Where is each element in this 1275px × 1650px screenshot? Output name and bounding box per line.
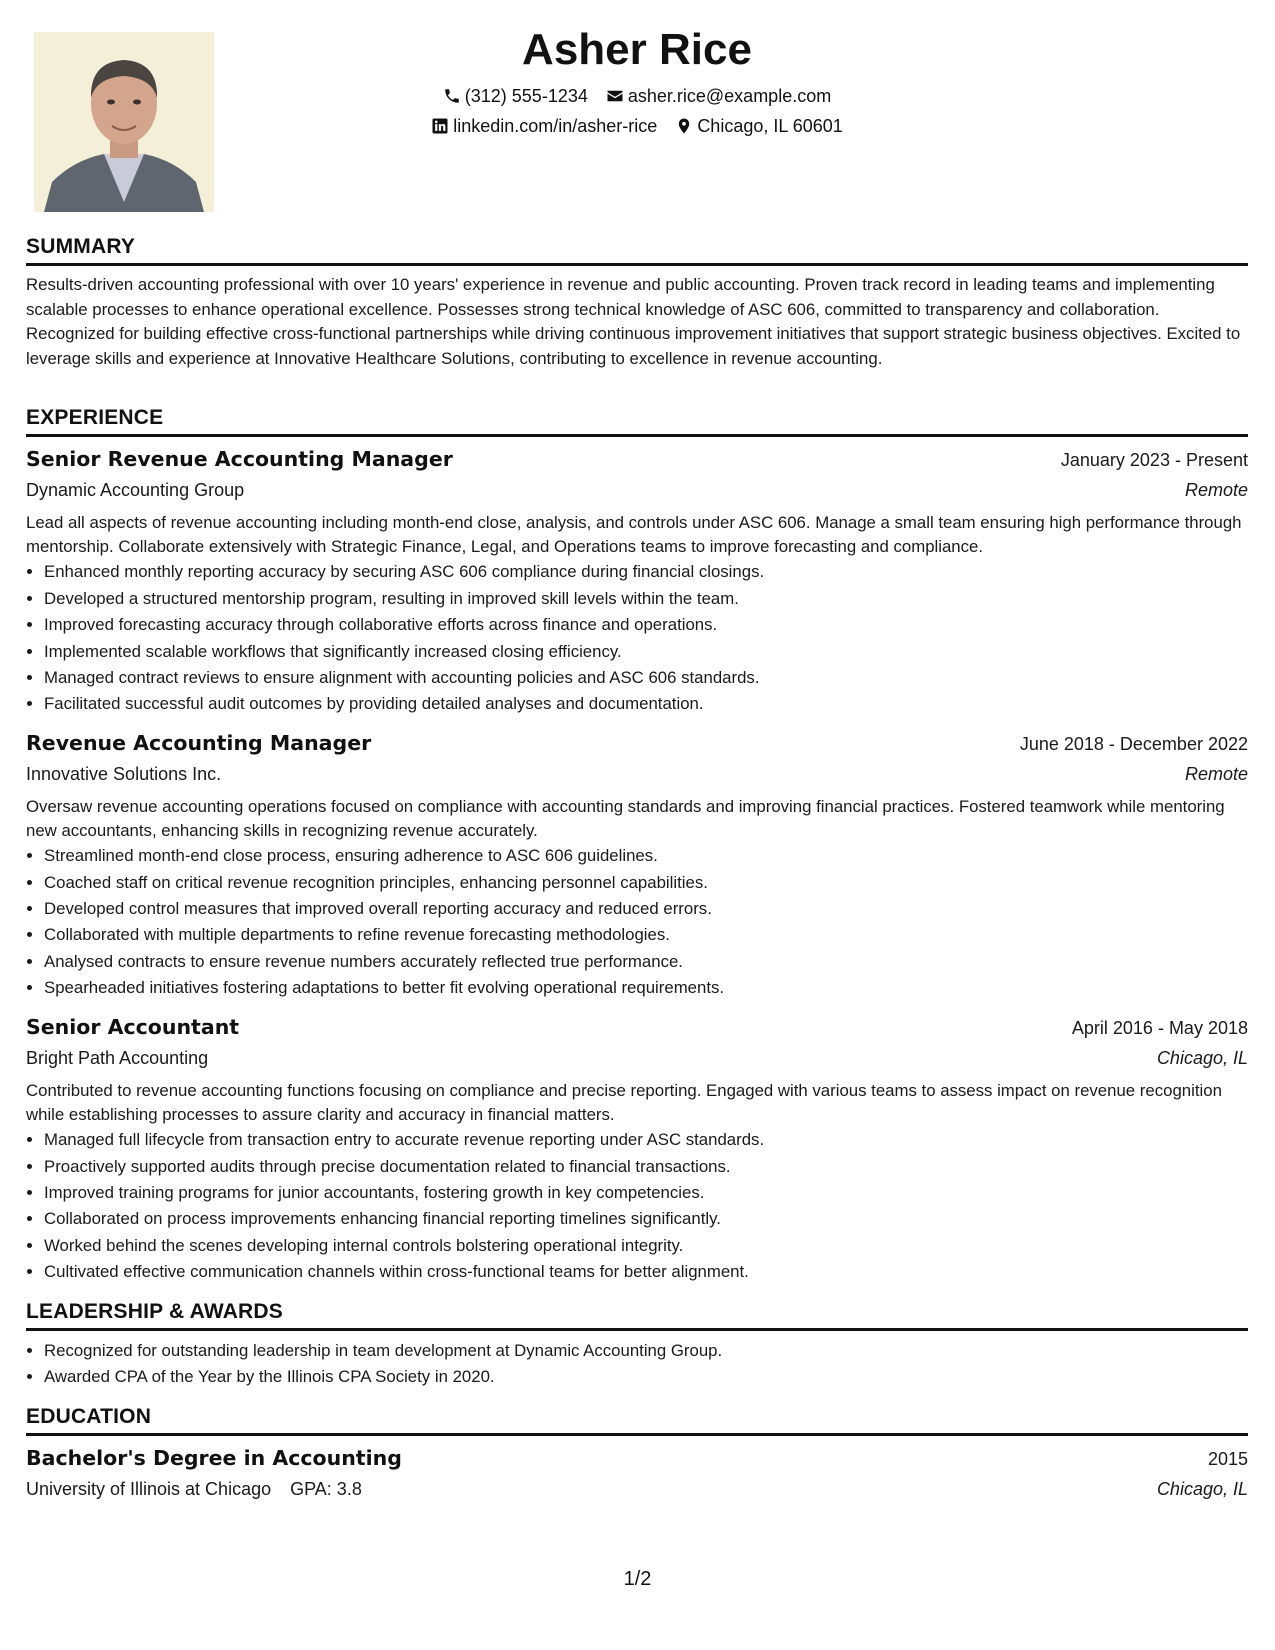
job-entry	[26, 444, 1248, 718]
list-item: • Worked behind the scenes developing internal controls bolstering operational integrity.	[44, 1233, 1248, 1259]
job-company: Bright Path Accounting	[26, 1047, 209, 1068]
list-item: • Facilitated successful audit outcomes by providing detailed analyses and documentation.	[44, 691, 1248, 717]
job-bullets	[26, 843, 1248, 1001]
location-text: Chicago, IL 60601	[697, 116, 843, 136]
envelope-icon	[606, 87, 624, 105]
job-company: Innovative Solutions Inc.	[26, 763, 222, 784]
list-item: • Collaborated on process improvements enhancing financial reporting timelines significantly.	[44, 1206, 1248, 1232]
job-bullets	[26, 1127, 1248, 1285]
list-item: • Spearheaded initiatives fostering adaptations to better fit evolving operational requirements.	[44, 975, 1248, 1001]
list-item: • Improved forecasting accuracy through collaborative efforts across finance and operations.	[44, 612, 1248, 638]
email-contact[interactable]	[606, 84, 831, 108]
job-subheader	[26, 475, 1248, 505]
list-item: • Collaborated with multiple departments to refine revenue forecasting methodologies.	[44, 922, 1248, 948]
job-description: Lead all aspects of revenue accounting including month-end close, analysis, and controls under ASC 606. Manage a small team ensuring high performance through mentorship. Collaborate extensively with Strategic Finance, Legal, and Operations teams to improve forecasting and compliance.	[26, 513, 1242, 557]
job-location: Chicago, IL	[1156, 1047, 1248, 1068]
job-description: Oversaw revenue accounting operations focused on compliance with accounting standards and improving financial practices. Fostered teamwork while mentoring new accountants, enhancing skills in recognizing revenue accurately.	[26, 796, 1225, 841]
experience-heading: EXPERIENCE	[26, 405, 1248, 437]
location-contact	[675, 114, 842, 138]
summary-text: Results-driven accounting professional with over 10 years' experience in revenue and public accounting. Proven track record in leading teams and implementing scalable processes to enhance operational excellence. Possesses strong technical knowledge of ASC 606, committed to transparency and collaboration. Recognized for building effective cross-functional partnerships while driving continuous improvement initiatives that support strategic business objectives. Excited to leverage skills and experience at Innovative Healthcare Solutions, contributing to excellence in revenue accounting.	[26, 275, 1241, 368]
summary-heading: SUMMARY	[26, 234, 1248, 266]
list-item: • Cultivated effective communication channels within cross-functional teams for better alignment.	[44, 1259, 1248, 1285]
job-header	[26, 728, 1248, 759]
gpa: GPA: 3.8	[290, 1479, 362, 1499]
resume-page	[26, 0, 1248, 1650]
linkedin-contact[interactable]	[431, 114, 657, 138]
school-line	[26, 1474, 362, 1504]
map-pin-icon	[675, 117, 693, 135]
leadership-bullets	[26, 1338, 1248, 1391]
list-item: • Proactively supported audits through precise documentation related to financial transactions.	[44, 1154, 1248, 1180]
phone-text: (312) 555-1234	[464, 86, 588, 106]
email-text[interactable]: asher.rice@example.com	[627, 86, 832, 106]
list-item: • Implemented scalable workflows that significantly increased closing efficiency.	[44, 639, 1248, 665]
job-bullets	[26, 559, 1248, 717]
job-header	[26, 1012, 1248, 1043]
list-item: • Recognized for outstanding leadership in team development at Dynamic Accounting Group.	[44, 1338, 1248, 1364]
job-location: Remote	[1184, 480, 1248, 500]
list-item: • Awarded CPA of the Year by the Illinois CPA Society in 2020.	[44, 1364, 1248, 1390]
education-heading: EDUCATION	[26, 1404, 1248, 1436]
linkedin-icon	[431, 117, 449, 135]
job-subheader	[26, 1043, 1248, 1073]
leadership-heading: LEADERSHIP & AWARDS	[26, 1299, 1248, 1331]
job-dates: April 2016 - May 2018	[1071, 1017, 1248, 1038]
school-name: University of Illinois at Chicago	[26, 1479, 272, 1499]
contact-line-2	[26, 114, 1248, 138]
job-dates: January 2023 - Present	[1060, 450, 1248, 470]
phone-icon	[443, 87, 461, 105]
job-title: Senior Revenue Accounting Manager	[26, 447, 453, 471]
experience-section	[26, 405, 1248, 1296]
contact-line-1	[26, 84, 1248, 108]
job-location: Remote	[1184, 763, 1248, 784]
school-location: Chicago, IL	[1156, 1479, 1248, 1499]
job-title: Senior Accountant	[26, 1014, 240, 1039]
list-item: • Analysed contracts to ensure revenue numbers accurately reflected true performance.	[44, 949, 1248, 975]
education-section	[26, 1404, 1248, 1504]
list-item: • Coached staff on critical revenue recognition principles, enhancing personnel capabilities.	[44, 870, 1248, 896]
job-description: Contributed to revenue accounting functions focusing on compliance and precise reporting. Engaged with various teams to assess impact on revenue recognition while establishing processes to assure clarity and accuracy in financial matters.	[26, 1080, 1222, 1124]
summary-section	[26, 234, 1248, 371]
job-entry	[26, 1012, 1248, 1286]
job-header	[26, 444, 1248, 475]
degree-title: Bachelor's Degree in Accounting	[26, 1446, 402, 1470]
job-dates: June 2018 - December 2022	[1019, 733, 1248, 754]
header	[26, 22, 1248, 138]
list-item: • Enhanced monthly reporting accuracy by securing ASC 606 compliance during financial closings.	[44, 559, 1248, 585]
job-title: Revenue Accounting Manager	[26, 730, 372, 755]
education-subheader	[26, 1474, 1248, 1504]
list-item: • Managed full lifecycle from transaction entry to accurate revenue reporting under ASC standards.	[44, 1127, 1248, 1153]
linkedin-text[interactable]: linkedin.com/in/asher-rice	[453, 116, 658, 136]
job-entry	[26, 728, 1248, 1002]
list-item: • Developed a structured mentorship program, resulting in improved skill levels within the team.	[44, 586, 1248, 612]
list-item: • Managed contract reviews to ensure alignment with accounting policies and ASC 606 standards.	[44, 665, 1248, 691]
candidate-name: Asher Rice	[522, 25, 752, 74]
phone-contact	[443, 84, 588, 108]
job-company: Dynamic Accounting Group	[26, 480, 245, 500]
list-item: • Streamlined month-end close process, ensuring adherence to ASC 606 guidelines.	[44, 843, 1248, 869]
job-subheader	[26, 759, 1248, 789]
graduation-year: 2015	[1207, 1449, 1248, 1469]
list-item: • Developed control measures that improved overall reporting accuracy and reduced errors.	[44, 896, 1248, 922]
leadership-section	[26, 1299, 1248, 1391]
page-number: 1/2	[623, 1568, 652, 1590]
education-header	[26, 1443, 1248, 1474]
list-item: • Improved training programs for junior accountants, fostering growth in key competencies.	[44, 1180, 1248, 1206]
